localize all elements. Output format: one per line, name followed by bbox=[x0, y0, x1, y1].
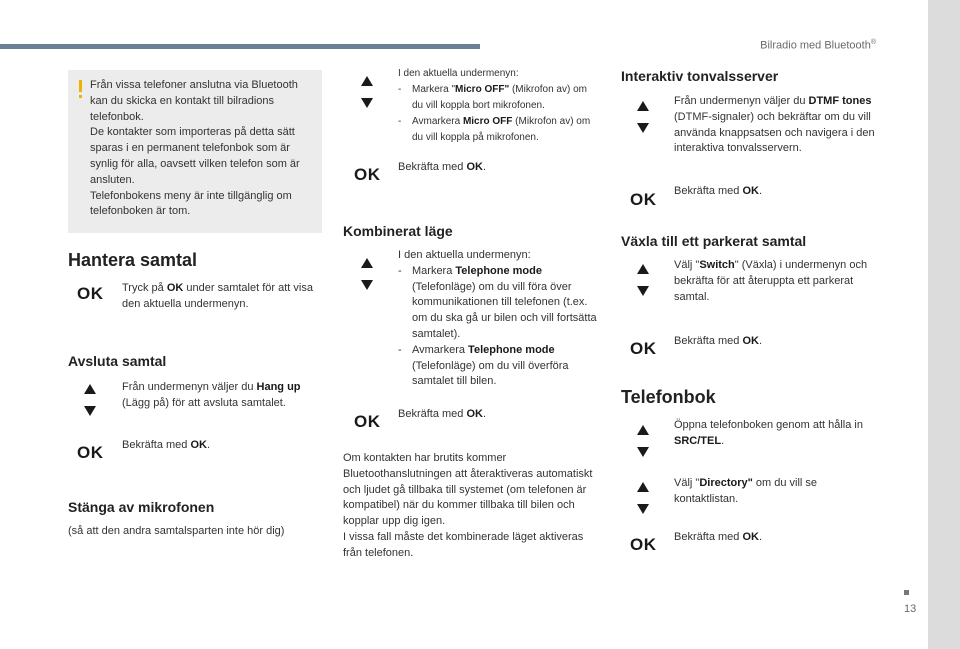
telefonbok-directory-text: Välj "Directory" om du vill se kontaktlistan. bbox=[674, 477, 818, 505]
heading-interaktiv-tonvalsserver: Interaktiv tonvalsserver bbox=[621, 68, 779, 84]
up-down-arrows-icon bbox=[83, 384, 97, 420]
ok-icon: OK bbox=[354, 412, 381, 431]
up-down-arrows-icon bbox=[636, 101, 650, 137]
ok-icon: OK bbox=[630, 190, 657, 209]
confirm-text: Bekräfta med OK. bbox=[398, 408, 487, 420]
confirm-text: Bekräfta med OK. bbox=[674, 335, 763, 347]
confirm-text: Bekräfta med OK. bbox=[674, 185, 763, 197]
confirm-text: Bekräfta med OK. bbox=[398, 161, 487, 173]
up-down-arrows-icon bbox=[636, 482, 650, 518]
avsluta-text: Från undermenyn väljer du Hang up (Lägg på) för att avsluta samtalet. bbox=[122, 381, 301, 409]
ok-icon: OK bbox=[77, 443, 104, 462]
confirm-text: Bekräfta med OK. bbox=[122, 439, 211, 451]
info-text: Från vissa telefoner anslutna via Bluetooth kan du skicka en kontakt till bilradions telefonbok. De kontakter som importeras på detta sätt sparas i en permanent telefonbok som är synlig för alla, oavsett vilken telefon som är ansluten. Telefonbokens meny är inte tillgänglig om telefonboken är tom. bbox=[90, 79, 300, 218]
heading-stanga-av-mikrofonen: Stänga av mikrofonen bbox=[68, 499, 215, 515]
up-down-arrows-icon bbox=[360, 76, 374, 112]
info-icon bbox=[79, 80, 82, 92]
list-item: - Avmarkera Telephone mode (Telefonläge) om du vill överföra samtalet till bilen. bbox=[398, 343, 569, 388]
up-down-arrows-icon bbox=[636, 425, 650, 461]
heading-hantera-samtal: Hantera samtal bbox=[68, 250, 198, 270]
end-of-section-marker bbox=[904, 590, 909, 595]
confirm-text: Bekräfta med OK. bbox=[674, 531, 763, 543]
up-down-arrows-icon bbox=[636, 264, 650, 300]
stanga-text: (så att den andra samtalsparten inte hör dig) bbox=[68, 525, 285, 537]
info-icon-dot bbox=[79, 95, 82, 98]
page-number: 13 bbox=[904, 603, 917, 615]
up-down-arrows-icon bbox=[360, 258, 374, 294]
micro-list bbox=[398, 66, 600, 146]
list-item: - Markera Telephone mode (Telefonläge) om du vill föra över kommunikationen till telefonen (t.ex. om du ska gå ur bilen och vill fortsätta samtalet). bbox=[398, 264, 597, 340]
list-item: - Avmarkera Micro OFF (Mikrofon av) om du vill koppla på mikrofonen. bbox=[398, 116, 591, 143]
heading-telefonbok: Telefonbok bbox=[621, 387, 716, 407]
info-box bbox=[68, 70, 322, 233]
kombinerat-intro: I den aktuella undermenyn: bbox=[398, 249, 531, 261]
vaxla-text: Välj "Switch" (Växla) i undermenyn och bekräfta för att återuppta ett parkerat samtal. bbox=[674, 259, 868, 303]
reconnect-note: Om kontakten har brutits kommer Bluetoothanslutningen att återaktiveras automatiskt och ljudet gå tillbaka till systemet (om telefonen är kompatibel) när du kommer tillbaka till bilen och kopplar upp dig igen. I vissa fall måste det kombinerade läget aktiveras från telefonen. bbox=[343, 452, 593, 559]
heading-vaxla-parkerat-samtal: Växla till ett parkerat samtal bbox=[621, 233, 807, 249]
header-bar bbox=[0, 44, 480, 49]
ok-icon: OK bbox=[630, 339, 657, 358]
heading-kombinerat-lage: Kombinerat läge bbox=[343, 223, 453, 239]
ok-icon: OK bbox=[77, 284, 104, 303]
list-item: - Markera "Micro OFF" (Mikrofon av) om du vill koppla bort mikrofonen. bbox=[398, 84, 587, 111]
interaktiv-text: Från undermenyn väljer du DTMF tones (DTMF-signaler) och bekräftar om du vill använda knappsatsen och navigera i den interaktiva tonvalsservern. bbox=[674, 95, 875, 155]
page-edge-tab bbox=[928, 0, 960, 649]
micro-intro: I den aktuella undermenyn: bbox=[398, 68, 519, 79]
telefonbok-open-text: Öppna telefonboken genom att hålla in SRC/TEL. bbox=[674, 419, 863, 447]
ok-icon: OK bbox=[630, 535, 657, 554]
running-header: Bilradio med Bluetooth® bbox=[760, 39, 876, 52]
ok-icon: OK bbox=[354, 165, 381, 184]
hantera-text: Tryck på OK under samtalet för att visa den aktuella undermenyn. bbox=[122, 282, 313, 310]
kombinerat-list bbox=[398, 248, 600, 390]
heading-avsluta-samtal: Avsluta samtal bbox=[68, 353, 167, 369]
